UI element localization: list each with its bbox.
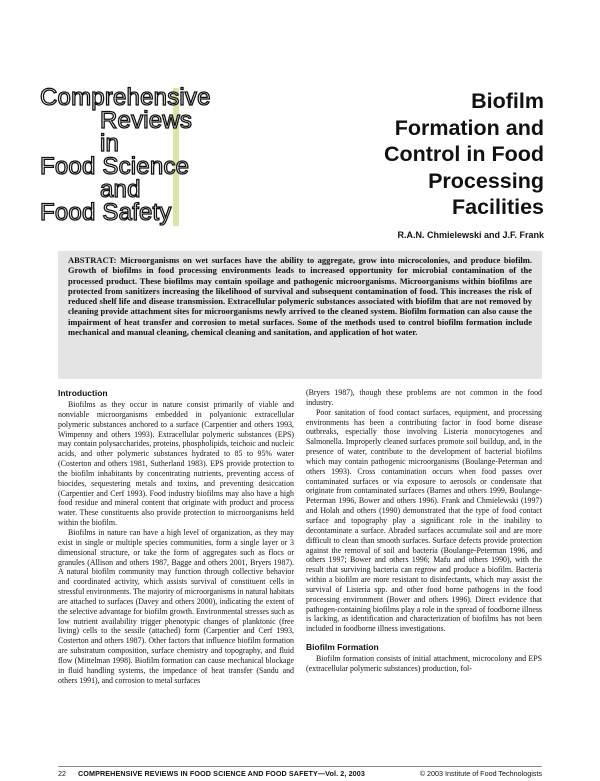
abstract-box: [58, 251, 542, 379]
title-line: Processing: [428, 168, 544, 193]
journal-logo: [40, 86, 295, 226]
title-line: Formation and: [394, 115, 544, 140]
body-paragraph: Biofilms in nature can have a high level of organization, as they may exist in single or multiple species communities, form a single layer or 3 dimensional structure, or take the form of aggregates such as flocs or granules (Allison and others 1987, Bagge and others 2001, Bryers 1987). A natural biofilm community may function through collective behavior and coordinated activity, which assists survival of constituent cells in stressful environments. The majority of microorganisms in natural habitats are attached to surfaces (Davey and others 2000), indicating the extent of the selective advantage for biofilm growth. Environmental stresses such as low nutrient availability trigger phenotypic changes of planktonic (free living) cells to the sessile (attached) form (Carpentier and Cerf 1993, Costerton and others 1987). Other factors that influence biofilm formation are substratum composition, surface chemistry and topography, and fluid flow (Mittelman 1998). Biofilm formation can cause mechanical blockage in fluid handling systems, the impedance of heat transfer (Sandu and others 1991), and corrosion to metal surfaces: [58, 527, 294, 685]
article-authors: R.A.N. Chmielewski and J.F. Frank: [397, 230, 544, 240]
body-paragraph: Biofilms as they occur in nature consist primarily of viable and nonviable microorganisms embedded in polyanionic extracellular polymeric substances anchored to a surface (Carpentier and others 1993, Wimpenny and others 1993). Extracellular polymeric substances (EPS) may contain polysaccharides, proteins, phospholipids, teichoic and nucleic acids, and other polymeric substances hydrated to 85 to 95% water (Costerton and others 1981, Sutherland 1983). EPS provide protection to the biofilm inhabitants by concentrating nutrients, preventing access of biocides, sequestering metals and toxins, and preventing desiccation (Carpentier and Cerf 1993). Food industry biofilms may also have a high food residue and mineral content that originate with product and process water. These constituents also provide protection to microorganisms held within the biofilm.: [58, 400, 294, 528]
left-column: [58, 388, 294, 685]
logo-line-3: in: [100, 130, 120, 157]
article-title: [274, 88, 544, 221]
page-number: 22: [58, 769, 66, 778]
section-heading-biofilm-formation: Biofilm Formation: [306, 642, 379, 653]
right-column: [306, 388, 542, 674]
section-heading-introduction: Introduction: [58, 388, 108, 398]
footer-divider: [58, 766, 542, 767]
logo-line-2: Reviews: [100, 107, 193, 134]
title-line: Facilities: [451, 195, 544, 219]
logo-line-4: Food Science: [40, 153, 190, 180]
abstract-text: ABSTRACT: Microorganisms on wet surfaces have the ability to aggregate, grow into microcolonies, and produce biofilm. Growth of biofilms in food processing environments leads to increased opportunity for microbial contamination of the processed product. These biofilms may contain spoilage and pathogenic microorganisms. Microorganisms within biofilms are protected from sanitizers increasing the likelihood of survival and subsequent contamination of food. This increases the risk of reduced shelf life and disease transmission. Extracellular polymeric substances associated with biofilm that are not removed by cleaning provide attachment sites for microorganisms newly arrived to the cleaned system. Biofilm formation can also cause the impairment of heat transfer and corrosion to metal surfaces. Some of the methods used to control biofilm formation include mechanical and manual cleaning, chemical cleaning and sanitation, and application of hot water.: [68, 255, 532, 338]
body-paragraph: Biofilm formation consists of initial attachment, microcolony and EPS (extracellular polymeric substances) production, fol-: [306, 654, 542, 673]
logo-line-1: Comprehensive: [40, 84, 211, 111]
logo-line-5: and: [100, 176, 141, 203]
logo-line-6: Food Safety: [40, 199, 172, 226]
body-paragraph: (Bryers 1987), though these problems are not common in the food industry.: [306, 388, 542, 407]
body-paragraph: Poor sanitation of food contact surfaces, equipment, and processing environments has been a contributing factor in food borne disease outbreaks, especially those involving Listeria monocytogenes and Salmonella. Improperly cleaned surfaces promote soil buildup, and, in the presence of water, contribute to the development of bacterial biofilms which may contain pathogenic microorganisms (Boulange-Peterman and others 1993). Cross contamination occurs when food passes over contaminated surfaces or via exposure to aerosols or condensate that originate from contaminated surfaces (Barnes and others 1999, Boulange-Peterman 1996, Bower and others 1996). Frank and Chmielewski (1997) and Holah and others (1990) demonstrated that the type of food contact surface and topography play a significant role in the inability to decontaminate a surface. Abraded surfaces accumulate soil and are more difficult to clean than smooth surfaces. Surface defects provide protection against the removal of soil and bacteria (Boulange-Peterman 1996, and others 1997; Bower and others 1996; Mafu and others 1990), with the result that surviving bacteria can regrow and produce a biofilm. Bacteria within a biofilm are more resistant to disinfectants, which may assist the survival of Listeria spp. and other food borne pathogens in the food processing environment (Bower and others 1996). Direct evidence that pathogen-containing biofilms play a role in the spread of foodborne illness is lacking, as identification and characterization of biofilms has not been included in foodborne illness investigations.: [306, 407, 542, 634]
title-line: Control in Food: [383, 142, 544, 166]
journal-citation: COMPREHENSIVE REVIEWS IN FOOD SCIENCE AND FOOD SAFETY—Vol. 2, 2003: [78, 769, 365, 778]
title-line: Biofilm: [471, 89, 544, 113]
copyright-notice: © 2003 Institute of Food Technologists: [419, 769, 542, 778]
